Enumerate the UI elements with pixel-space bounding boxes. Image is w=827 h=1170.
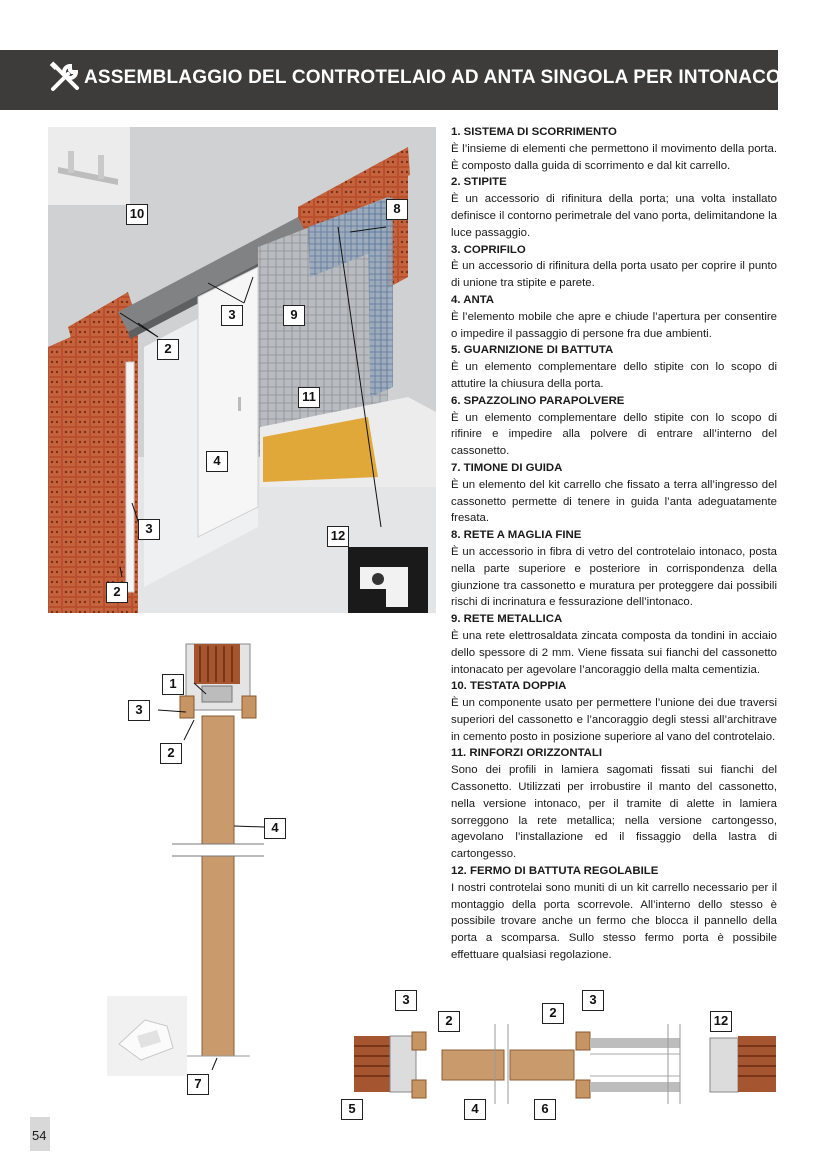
item-6: 6. SPAZZOLINO PARAPOLVERE È un elemento complementare dello stipite con lo scopo di rifinire e impedire alla polvere di entrare all’interno del cassonetto.: [451, 394, 777, 458]
section-callout-3: 3: [128, 700, 150, 721]
plan-callout-3: 3: [582, 990, 604, 1011]
section-callout-2: 2: [160, 743, 182, 764]
callout-9: 9: [283, 305, 305, 326]
item-4: 4. ANTA È l’elemento mobile che apre e chiude l’apertura per consentire o impedire il passaggio di persone fra due ambienti.: [451, 293, 777, 340]
item-1: 1. SISTEMA DI SCORRIMENTO È l’insieme di elementi che permettono il movimento della porta. È composto dalla guida di scorrimento e dal kit carrello.: [451, 126, 777, 172]
descriptions: [451, 124, 777, 964]
page-title: ASSEMBLAGGIO DEL CONTROTELAIO AD ANTA SINGOLA PER INTONACO: [84, 67, 782, 88]
assembly-photo: [48, 127, 436, 613]
item-11: 11. RINFORZI ORIZZONTALI Sono dei profili in lamiera sagomati fissati sui fianchi del Cassonetto. Utilizzati per irrobustire il manto del cassonetto, nella versione intonaco, per il tramite di alette in lamiera sorreggono la rete metallica; nella versione cartongesso, agevolano l’installazione ed il fissaggio della lastra di cartongesso.: [451, 747, 777, 861]
plan-callout-2: 2: [438, 1011, 460, 1032]
item-7: 7. TIMONE DI GUIDA È un elemento del kit carrello che fissato a terra all’ingresso del cassonetto permette di tenere in guida l’anta adeguatamente fresata.: [451, 461, 777, 525]
callout-11: 11: [298, 387, 320, 408]
plan-section-drawing: [350, 1020, 780, 1105]
callout-2: 2: [157, 339, 179, 360]
section-callout-1: 1: [162, 674, 184, 695]
wrench-screwdriver-icon: [48, 60, 82, 94]
callout-4: 4: [206, 451, 228, 472]
section-callout-4: 4: [264, 818, 286, 839]
item-5: 5. GUARNIZIONE DI BATTUTA È un elemento complementare dello stipite con lo scopo di attutire la chiusura della porta.: [451, 344, 777, 390]
item-2: 2. STIPITE È un accessorio di rifinitura della porta; una volta installato definisce il contorno perimetrale del vano porta, delimitandone la luce passaggio.: [451, 176, 777, 239]
item-12: 12. FERMO DI BATTUTA REGOLABILE I nostri controtelai sono muniti di un kit carrello necessario per il montaggio della porta scorrevole. All’interno dello stesso è possibile trovare anche un fermo che blocca il pannello della porta a scomparsa. Sullo stesso fermo porta è possibile effettuare qualsiasi regolazione.: [451, 865, 777, 962]
assembly-illustration: [48, 127, 436, 613]
callout-3: 3: [138, 519, 160, 540]
plan-callout-3: 3: [395, 990, 417, 1011]
item-3: 3. COPRIFILO È un accessorio di rifinitura della porta usato per coprire il punto di unione tra stipite e parete.: [451, 243, 777, 290]
guide-photo: [107, 996, 187, 1076]
plan-callout-2: 2: [542, 1003, 564, 1024]
item-9: 9. RETE METALLICA È una rete elettrosaldata zincata composta da tondini in acciaio dello spessore di 2 mm. Viene fissata sui fianchi del cassonetto intonacato per agevolare l’ancoraggio della malta cementizia.: [451, 613, 777, 676]
plan-callout-6: 6: [534, 1099, 556, 1120]
section-callout-7: 7: [187, 1074, 209, 1095]
plan-callout-5: 5: [341, 1099, 363, 1120]
page-number: 54: [30, 1117, 50, 1151]
item-10: 10. TESTATA DOPPIA È un componente usato per permettere l’unione dei due traversi superiori del cassonetto e l’ancoraggio degli stessi all’architrave in cemento posto in posizione superiore al vano del controtelaio.: [451, 680, 777, 743]
plan-callout-12: 12: [710, 1011, 732, 1032]
item-8: 8. RETE A MAGLIA FINE È un accessorio in fibra di vetro del controtelaio intonaco, posta nella parte superiore e posteriore in corrispondenza della giunzione tra cassonetto e muratura per proteggere dai possibili rischi di incrinatura e fessurazione dell’intonaco.: [451, 529, 777, 609]
plan-callout-4: 4: [464, 1099, 486, 1120]
callout-8: 8: [386, 199, 408, 220]
callout-10: 10: [126, 204, 148, 225]
callout-12: 12: [327, 526, 349, 547]
callout-3: 3: [221, 305, 243, 326]
callout-2: 2: [106, 582, 128, 603]
header-bar: [0, 50, 782, 110]
